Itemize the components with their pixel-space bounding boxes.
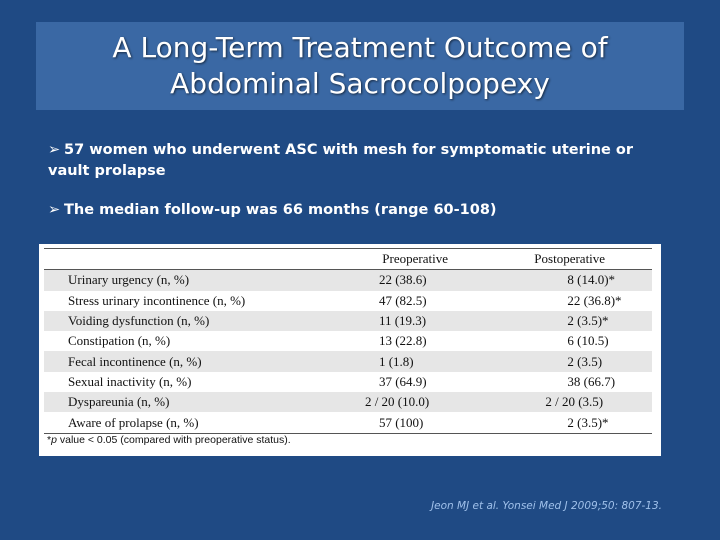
outcome-table: [44, 248, 652, 434]
row-postoperative: 2 / 20 (3.5): [545, 394, 604, 410]
row-preoperative: 22 (38.6): [378, 272, 427, 288]
row-postoperative: 6 (10.5): [567, 333, 609, 349]
row-preoperative: 13 (22.8): [378, 333, 427, 349]
table-row: [44, 372, 652, 392]
header-label: [44, 249, 343, 270]
table-row: [44, 412, 652, 433]
row-preoperative: 47 (82.5): [378, 292, 427, 308]
table-footnote: [47, 434, 291, 446]
table-row: [44, 392, 652, 412]
row-label: Urinary urgency (n, %): [68, 272, 190, 288]
row-postoperative: 38 (66.7): [567, 373, 616, 389]
footnote-text: value < 0.05 (compared with preoperative status).: [56, 434, 291, 446]
title-line-2: Abdominal Sacrocolpopexy: [170, 67, 550, 100]
slide-title: [112, 30, 607, 102]
table-row: [44, 311, 652, 331]
bullet-item: [48, 140, 668, 182]
row-postoperative: 2 (3.5): [567, 353, 603, 369]
row-postoperative: 22 (36.8)*: [567, 292, 622, 308]
header-preoperative: Preoperative: [382, 251, 448, 267]
table-row: [44, 351, 652, 371]
footnote-p: p: [51, 434, 57, 446]
row-preoperative: 11 (19.3): [378, 313, 427, 329]
title-line-1: A Long-Term Treatment Outcome of: [112, 31, 608, 64]
row-preoperative: 1 (1.8): [378, 353, 414, 369]
arrow-bullet-icon: ➢: [48, 142, 61, 158]
arrow-bullet-icon: ➢: [48, 202, 61, 218]
row-label: Constipation (n, %): [68, 333, 171, 349]
bullet-list: [48, 140, 668, 239]
row-postoperative: 2 (3.5)*: [567, 414, 609, 430]
bullet-text: 57 women who underwent ASC with mesh for symptomatic uterine or vault prolapse: [48, 142, 634, 179]
row-preoperative: 2 / 20 (10.0): [364, 394, 430, 410]
row-preoperative: 57 (100): [378, 414, 424, 430]
row-label: Dyspareunia (n, %): [68, 394, 170, 410]
table-row: [44, 291, 652, 311]
table-header-row: [44, 249, 652, 270]
row-preoperative: 37 (64.9): [378, 373, 427, 389]
row-postoperative: 2 (3.5)*: [567, 313, 609, 329]
title-box: [36, 22, 684, 110]
row-label: Aware of prolapse (n, %): [68, 414, 199, 430]
header-postoperative: Postoperative: [534, 251, 606, 267]
row-postoperative: 8 (14.0)*: [567, 272, 616, 288]
row-label: Voiding dysfunction (n, %): [68, 313, 210, 329]
table-row: [44, 270, 652, 291]
row-label: Fecal incontinence (n, %): [68, 353, 202, 369]
table-row: [44, 331, 652, 351]
outcome-table-panel: [39, 244, 661, 456]
bullet-text: The median follow-up was 66 months (range 60-108): [64, 202, 497, 218]
citation: Jeon MJ et al. Yonsei Med J 2009;50: 807-13.: [431, 500, 662, 512]
row-label: Sexual inactivity (n, %): [68, 373, 192, 389]
row-label: Stress urinary incontinence (n, %): [68, 292, 246, 308]
footnote-asterisk: *: [47, 434, 52, 446]
bullet-item: [48, 200, 668, 221]
